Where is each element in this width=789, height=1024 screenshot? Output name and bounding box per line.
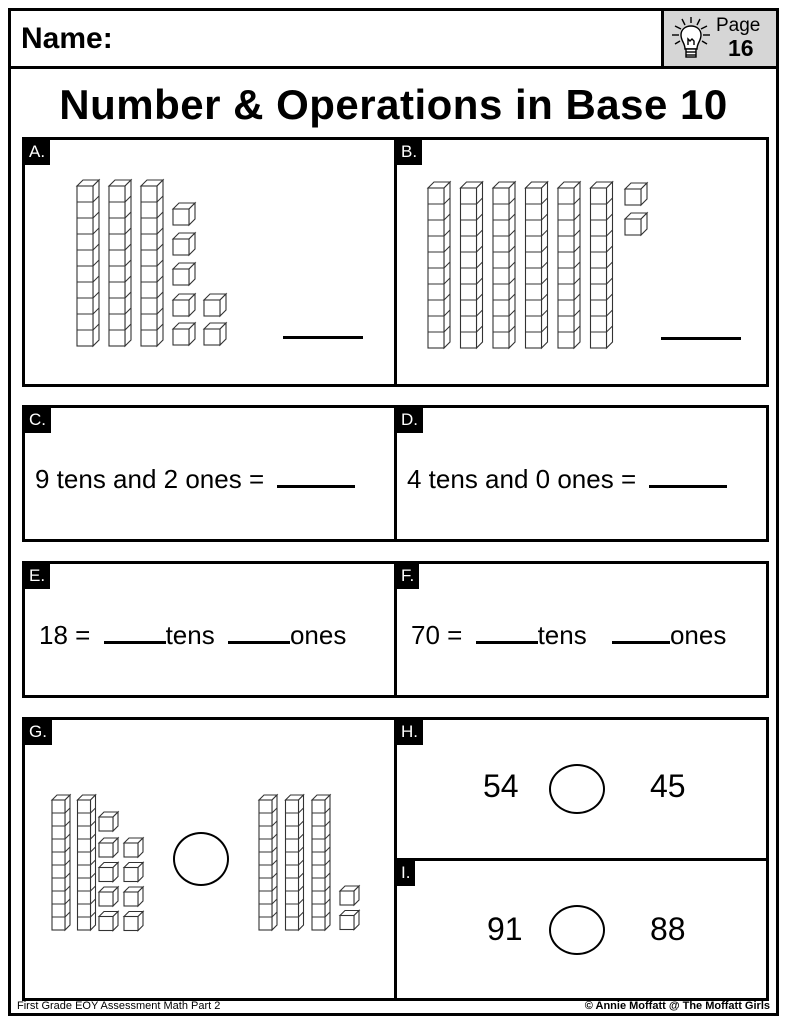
base-ten-blocks — [397, 140, 767, 385]
page-number: 16 — [728, 35, 754, 61]
problem-text — [407, 464, 727, 495]
tens-word: tens — [537, 620, 587, 650]
page-badge — [661, 11, 776, 66]
compare-circle[interactable] — [549, 905, 605, 955]
answer-line[interactable] — [661, 337, 741, 340]
problem-text — [39, 620, 346, 651]
problem-statement: 4 tens and 0 ones = — [407, 464, 637, 494]
problem-e — [22, 561, 397, 698]
ones-blank[interactable] — [612, 641, 670, 644]
answer-blank[interactable] — [277, 485, 355, 488]
tens-rod — [312, 795, 330, 930]
problem-label: B. — [397, 140, 422, 165]
problem-number: 18 = — [39, 620, 91, 650]
ones-cube — [340, 886, 359, 905]
compare-right-number: 88 — [650, 911, 686, 947]
ones-cube — [173, 323, 195, 345]
lightbulb-icon — [670, 15, 712, 61]
tens-rod — [109, 180, 131, 346]
ones-cube — [124, 912, 143, 931]
worksheet — [8, 8, 779, 1016]
footer-right: © Annie Moffatt @ The Moffatt Girls — [584, 1000, 770, 1012]
tens-rod — [428, 182, 450, 348]
compare-right-number: 45 — [650, 768, 686, 804]
ones-cube — [625, 213, 647, 235]
ones-cube — [340, 911, 359, 930]
problem-text — [411, 620, 726, 651]
page-title: Number & Operations in Base 10 — [59, 81, 728, 128]
ones-cube — [625, 183, 647, 205]
problem-f — [394, 561, 769, 698]
problem-label: H. — [397, 720, 423, 745]
problem-label: C. — [25, 408, 51, 433]
ones-word: ones — [289, 620, 347, 650]
compare-circle[interactable] — [549, 764, 605, 814]
tens-rod — [526, 182, 548, 348]
problem-g — [22, 717, 397, 1001]
ones-cube — [124, 838, 143, 857]
tens-blank[interactable] — [476, 641, 538, 644]
ones-cube — [204, 323, 226, 345]
compare-left-number: 91 — [487, 911, 523, 947]
name-label: Name: — [21, 22, 113, 55]
ones-cube — [99, 863, 118, 882]
tens-rod — [141, 180, 163, 346]
problem-label: D. — [397, 408, 423, 433]
ones-cube — [173, 203, 195, 225]
tens-rod — [77, 180, 99, 346]
problem-label: A. — [25, 140, 50, 165]
answer-line[interactable] — [283, 336, 363, 339]
tens-rod — [591, 182, 613, 348]
problem-b — [394, 137, 769, 387]
base-ten-blocks — [25, 140, 395, 385]
ones-word: ones — [669, 620, 727, 650]
ones-blank[interactable] — [228, 641, 290, 644]
problem-h — [394, 717, 769, 861]
tens-rod — [52, 795, 70, 930]
problem-number: 70 = — [411, 620, 463, 650]
tens-rod — [558, 182, 580, 348]
problem-label: F. — [397, 564, 419, 589]
tens-rod — [78, 795, 96, 930]
ones-cube — [173, 233, 195, 255]
problem-label: I. — [397, 861, 415, 886]
problem-text — [35, 464, 355, 495]
page-word: Page — [716, 15, 761, 36]
problem-label: G. — [25, 720, 52, 745]
ones-cube — [99, 838, 118, 857]
tens-blank[interactable] — [104, 641, 166, 644]
ones-cube — [173, 263, 195, 285]
answer-blank[interactable] — [649, 485, 727, 488]
problem-statement: 9 tens and 2 ones = — [35, 464, 265, 494]
tens-rod — [286, 795, 304, 930]
ones-cube — [124, 863, 143, 882]
compare-circle[interactable] — [173, 832, 229, 886]
compare-left-number: 54 — [483, 768, 519, 804]
ones-cube — [99, 812, 118, 831]
problem-a — [22, 137, 397, 387]
problem-label: E. — [25, 564, 50, 589]
ones-cube — [173, 294, 195, 316]
tens-rod — [259, 795, 277, 930]
ones-cube — [204, 294, 226, 316]
tens-rod — [493, 182, 515, 348]
tens-rod — [461, 182, 483, 348]
ones-cube — [99, 887, 118, 906]
ones-cube — [99, 912, 118, 931]
ones-cube — [124, 887, 143, 906]
name-row — [11, 11, 776, 69]
footer-left: First Grade EOY Assessment Math Part 2 — [17, 1000, 221, 1012]
tens-word: tens — [165, 620, 215, 650]
problem-d — [394, 405, 769, 542]
problem-i — [394, 858, 769, 1001]
problem-c — [22, 405, 397, 542]
